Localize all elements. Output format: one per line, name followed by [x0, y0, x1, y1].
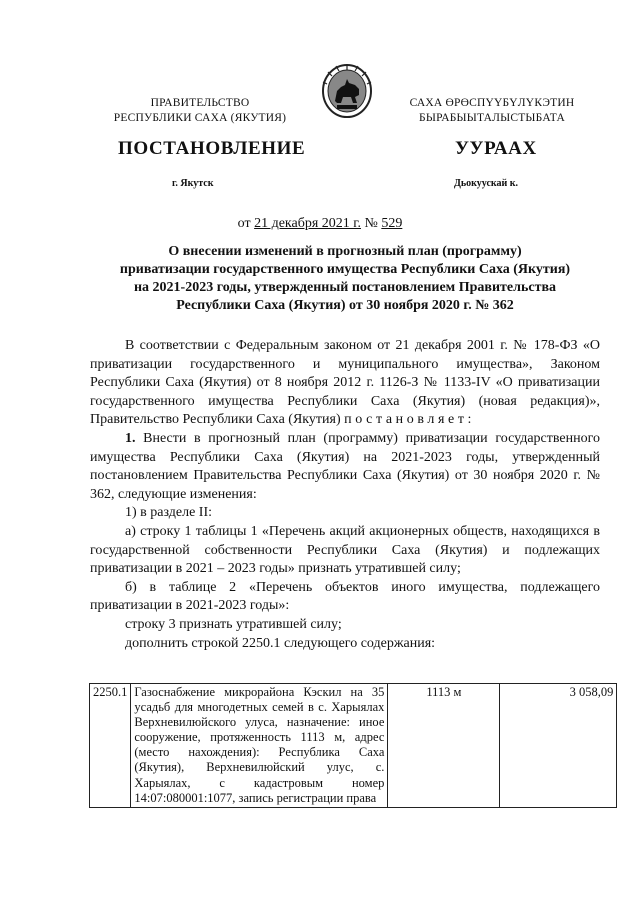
title-line: Республики Саха (Якутия) от 30 ноября 2020 г. № 362: [176, 298, 514, 313]
paragraph-section: 1) в разделе II:: [125, 505, 213, 521]
document-title: [90, 243, 600, 315]
date-prefix: от: [237, 216, 251, 231]
title-russian: ПОСТАНОВЛЕНИЕ: [118, 138, 306, 159]
title-line: на 2021-2023 годы, утвержденный постановлением Правительства: [133, 280, 557, 295]
cell-length: 1113 м: [388, 684, 500, 808]
paragraph-row3: строку 3 признать утратившей силу;: [125, 616, 342, 632]
title-line: приватизации государственного имущества Республики Саха (Якутия): [119, 262, 571, 277]
cell-description: Газоснабжение микрорайона Кэскил на 35 усадьб для многодетных семей в с. Харыялах Верхневилюйского улуса, назначение: иное сооружение, протяженность 1113 м, адрес (место нахождения): Республика Саха (Якутия), Верхневилюйский улус, с. Харыялах, с кадастровым номер 14:07:080001:1077, запись регистрации права: [131, 684, 388, 808]
paragraph-b: б) в таблице 2 «Перечень объектов иного имущества, подлежащего приватизации в 2021-2023 годы»:: [90, 579, 600, 614]
item-1-text: Внести в прогнозный план (программу) приватизации государственного имущества Республики Саха (Якутия) на 2021-2023 годы, утвержденный постановлением Правительства Республики Саха (Якутия) от 30 ноября 2020 г. № 362, следующие изменения:: [90, 430, 601, 502]
title-yakut: УУРААХ: [455, 138, 537, 159]
coat-of-arms-icon: [321, 61, 373, 119]
city-yakut: Дьокуускай к.: [454, 178, 519, 189]
cell-row-number: 2250.1: [90, 684, 131, 808]
property-table: [89, 683, 617, 808]
paragraph-a: а) строку 1 таблицы 1 «Перечень акций акционерных обществ, находящихся в государственной собственности Республики Саха (Якутия) и подлежащих приватизации в 2021 – 2023 годы» признать утратившей силу;: [90, 523, 600, 577]
city-russian: г. Якутск: [172, 178, 214, 189]
header-right-line1: САХА ӨРӨСПҮҮБҮЛҮКЭТИН: [409, 97, 575, 109]
date-value: 21 декабря 2021 г.: [254, 216, 361, 231]
resolves-word: постановляет:: [344, 412, 476, 428]
paragraph-add-row: дополнить строкой 2250.1 следующего содержания:: [125, 635, 436, 651]
header-right-line2: БЫРАБЫЫТАЛЫСТЫБАТА: [419, 112, 565, 124]
preamble-text: В соответствии с Федеральным законом от 21 декабря 2001 г. № 178-ФЗ «О приватизации государственного и муниципального имущества», Законом Республики Саха (Якутия) от 8 ноября 2012 г. 1126-З № 1133-IV «О приватизации государственного имущества Республики Саха (Якутия) (новая редакция)», Правительство Республики Саха (Якутия): [90, 338, 600, 428]
document-body: [90, 337, 600, 653]
item-number: 1.: [125, 430, 136, 446]
paragraph-preamble: [90, 337, 600, 430]
number-prefix: №: [364, 216, 378, 231]
header-left-line2: РЕСПУБЛИКИ САХА (ЯКУТИЯ): [113, 112, 287, 124]
cell-value: 3 058,09: [500, 684, 617, 808]
document-number: 529: [381, 216, 403, 231]
table-row: [90, 684, 617, 808]
header-right: [392, 96, 592, 126]
date-line: [0, 216, 640, 232]
title-line: О внесении изменений в прогнозный план (программу): [168, 244, 522, 259]
header-left-line1: ПРАВИТЕЛЬСТВО: [150, 97, 250, 109]
header-left: [100, 96, 300, 126]
paragraph-item-1: [90, 430, 600, 504]
